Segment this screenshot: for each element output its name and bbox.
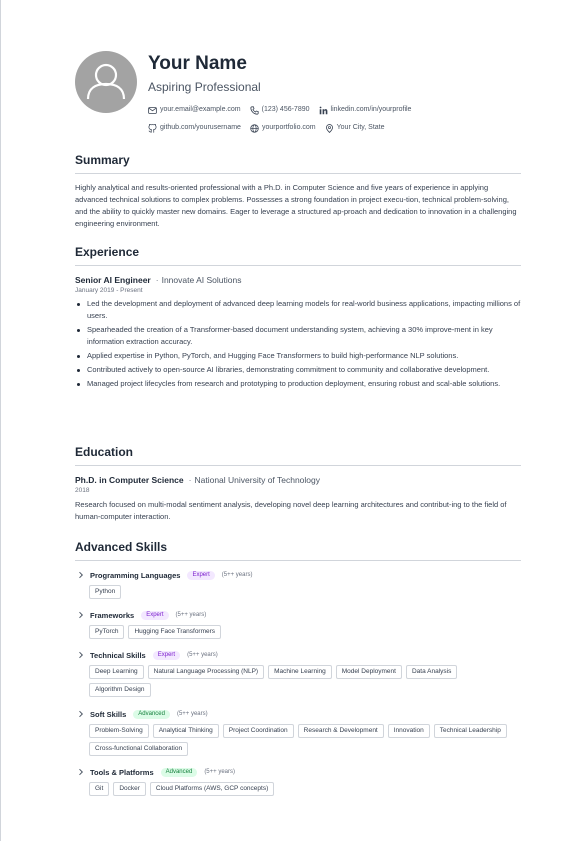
job-header [75,275,521,286]
job-bullet: Spearheaded the creation of a Transformer-based document understanding system, achieving a 30% improve-ment in key information extraction accuracy. [75,324,521,348]
skill-tag: Cloud Platforms (AWS, GCP concepts) [150,782,274,796]
skill-years: (5++ years) [176,711,208,717]
section-divider [75,465,521,466]
job-bullet: Managed project lifecycles from research and prototyping to production deployment, ensuring robust and scal-able solutions. [75,378,521,390]
education-separator: · [188,475,192,485]
contact-row-secondary [148,123,394,133]
skill-tag: Data Analysis [406,665,457,679]
summary-section [75,153,521,230]
skill-group-technical-skills [75,649,521,701]
job-dates: January 2019 - Present [75,287,143,294]
full-name: Your Name [148,53,247,74]
github-icon [148,124,157,133]
contact-location-text: Your City, State [336,124,385,131]
job-separator: · [155,275,159,285]
contact-row-primary [148,105,420,115]
resume-header [75,0,521,142]
experience-section [75,245,521,392]
skill-group-name: Programming Languages [90,570,181,580]
skill-level-badge: Expert [187,571,214,580]
skill-years: (5++ years) [187,652,218,658]
contact-github-text: github.com/yourusername [160,124,241,131]
phone-icon [250,106,259,115]
skill-tag: Innovation [388,724,430,738]
skill-group-header[interactable] [75,609,521,621]
skill-tag: PyTorch [89,625,124,639]
chevron-right-icon[interactable] [77,611,85,619]
skill-tags [75,625,521,643]
contact-github[interactable] [148,123,241,133]
skills-heading: Advanced Skills [75,540,168,554]
section-divider [75,265,521,266]
skill-level-badge: Expert [153,651,180,660]
skill-group-header[interactable] [75,649,521,661]
skill-tag: Python [89,585,121,599]
skill-tag: Cross-functional Collaboration [89,742,188,756]
skill-tag: Project Coordination [223,724,294,738]
mail-icon [148,106,157,115]
skills-section [75,540,521,561]
skill-level-badge: Advanced [161,768,198,777]
skill-group-tools-platforms [75,766,521,800]
education-description: Research focused on multi-modal sentiment analysis, developing novel deep learning architectures and contribut-ing to the field of human-computer interaction. [75,500,507,521]
contact-portfolio-text: yourportfolio.com [261,124,316,131]
skill-group-frameworks [75,609,521,643]
graduation-year: 2018 [75,487,90,494]
skill-tag: Technical Leadership [434,724,507,738]
user-placeholder-icon [75,51,137,113]
job-bullet: Led the development and deployment of advanced deep learning models for real-world business applications, impacting millions of users. [75,298,521,322]
education-section [75,445,521,523]
skill-tags [75,782,521,800]
skill-tags [75,585,521,603]
degree-title: Ph.D. in Computer Science [75,475,184,485]
section-divider [75,173,521,174]
skill-years: (5++ years) [175,612,207,618]
skill-tag: Docker [113,782,146,796]
chevron-right-icon[interactable] [77,571,85,579]
page-left-border [0,0,1,841]
skill-group-header[interactable] [75,569,521,581]
skill-tag: Research & Development [298,724,384,738]
linkedin-icon [319,106,328,115]
skill-tag: Natural Language Processing (NLP) [148,665,264,679]
skill-group-header[interactable] [75,766,521,778]
summary-heading: Summary [75,153,130,167]
skill-tags [75,724,521,760]
skill-level-badge: Expert [141,611,168,620]
job-entry [75,275,521,390]
contact-email-text: your.email@example.com [160,106,241,113]
contact-linkedin[interactable] [319,105,412,115]
contact-linkedin-text: linkedin.com/in/yourprofile [330,106,412,113]
education-heading: Education [75,445,134,459]
skill-group-soft-skills [75,708,521,760]
skill-tag: Hugging Face Transformers [128,625,221,639]
contact-phone-text: (123) 456-7890 [261,106,310,113]
skill-years: (5++ years) [204,769,235,775]
skill-tags [75,665,521,701]
chevron-right-icon[interactable] [77,768,85,776]
chevron-right-icon[interactable] [77,651,85,659]
skill-years: (5++ years) [221,572,253,578]
skill-level-badge: Advanced [133,710,170,719]
avatar [75,51,137,113]
map-pin-icon [325,124,334,133]
job-company: Innovate AI Solutions [161,275,242,285]
skill-tag: Machine Learning [268,665,332,679]
education-entry [75,475,521,523]
education-header [75,475,521,486]
job-bullet-list [75,298,521,390]
job-bullet: Contributed actively to open-source AI libraries, demonstrating commitment to community and collaborative development. [75,364,521,376]
contact-phone[interactable] [250,105,310,115]
skill-group-name: Frameworks [90,610,135,620]
skill-group-programming-languages [75,569,521,603]
skill-tag: Deep Learning [89,665,144,679]
section-divider [75,560,521,561]
skill-group-name: Technical Skills [90,650,146,660]
skill-group-header[interactable] [75,708,521,720]
experience-heading: Experience [75,245,140,259]
contact-email[interactable] [148,105,241,115]
chevron-right-icon[interactable] [77,710,85,718]
job-title: Senior AI Engineer [75,275,151,285]
professional-tagline: Aspiring Professional [148,80,261,94]
resume-page [75,0,521,792]
contact-portfolio[interactable] [250,123,316,133]
skill-tag: Problem-Solving [89,724,149,738]
skill-tag: Analytical Thinking [153,724,219,738]
skill-group-name: Soft Skills [90,709,127,719]
contact-location [325,123,385,133]
skill-tag: Algorithm Design [89,683,151,697]
job-bullet: Applied expertise in Python, PyTorch, and Hugging Face Transformers to build high-performance NLP solutions. [75,350,521,362]
globe-icon [250,124,259,133]
skill-tag: Git [89,782,109,796]
skill-group-name: Tools & Platforms [90,767,154,777]
skill-tag: Model Deployment [336,665,402,679]
summary-text: Highly analytical and results-oriented professional with a Ph.D. in Computer Science and five years of experience in applying advanced technical solutions to complex problems. Possesses a strong foundation in project execu-tion, technical problem-solving, and the ability to quickly master new domains. Eager to leverage a structured ap-proach and dedication to innovation in a challenging engineering environment. [75,183,517,228]
school-name: National University of Technology [194,475,321,485]
